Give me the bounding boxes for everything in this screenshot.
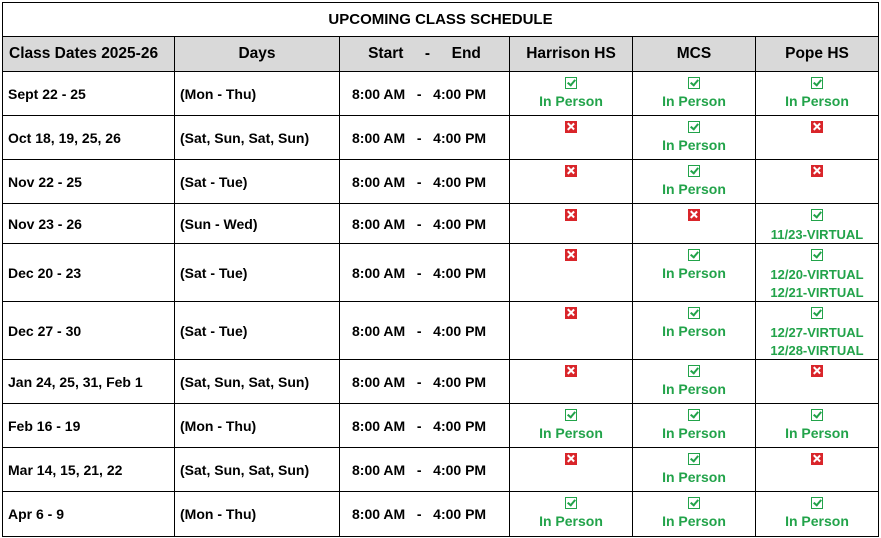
checkbox-checked-icon	[688, 165, 700, 177]
harrison-cell	[510, 204, 633, 244]
in-person-status: In Person	[662, 381, 726, 397]
x-box-icon	[811, 121, 823, 133]
harrison-cell	[510, 492, 633, 537]
harrison-cell	[510, 404, 633, 448]
x-box-icon	[811, 453, 823, 465]
days-cell: (Sat - Tue)	[175, 244, 340, 302]
pope-cell	[756, 404, 879, 448]
pope-cell	[756, 302, 879, 360]
virtual-status: 12/20-VIRTUAL	[770, 267, 864, 282]
schedule-row	[3, 302, 879, 360]
in-person-status: In Person	[785, 93, 849, 109]
in-person-status: In Person	[662, 513, 726, 529]
schedule-row	[3, 116, 879, 160]
pope-cell	[756, 72, 879, 116]
mcs-cell	[633, 244, 756, 302]
mcs-cell	[633, 116, 756, 160]
class-dates-cell: Sept 22 - 25	[3, 72, 175, 116]
mcs-cell	[633, 204, 756, 244]
in-person-status: In Person	[662, 469, 726, 485]
harrison-cell	[510, 360, 633, 404]
virtual-status: 12/21-VIRTUAL	[770, 285, 864, 300]
virtual-status: 12/27-VIRTUAL	[770, 325, 864, 340]
days-cell: (Mon - Thu)	[175, 72, 340, 116]
time-cell: 8:00 AM - 4:00 PM	[340, 160, 510, 204]
x-box-icon	[565, 209, 577, 221]
x-box-icon	[565, 307, 577, 319]
schedule-container	[2, 2, 878, 537]
in-person-status: In Person	[785, 513, 849, 529]
schedule-row	[3, 72, 879, 116]
header-class-dates: Class Dates 2025-26	[3, 37, 175, 72]
harrison-cell	[510, 72, 633, 116]
class-dates-cell: Dec 20 - 23	[3, 244, 175, 302]
x-box-icon	[811, 365, 823, 377]
days-cell: (Sat - Tue)	[175, 160, 340, 204]
x-box-icon	[811, 165, 823, 177]
days-cell: (Sat, Sun, Sat, Sun)	[175, 448, 340, 492]
days-cell: (Sat, Sun, Sat, Sun)	[175, 360, 340, 404]
time-cell: 8:00 AM - 4:00 PM	[340, 116, 510, 160]
time-cell: 8:00 AM - 4:00 PM	[340, 492, 510, 537]
in-person-status: In Person	[539, 93, 603, 109]
days-cell: (Mon - Thu)	[175, 492, 340, 537]
checkbox-checked-icon	[811, 497, 823, 509]
x-box-icon	[565, 249, 577, 261]
checkbox-checked-icon	[688, 453, 700, 465]
checkbox-checked-icon	[811, 307, 823, 319]
class-dates-cell: Dec 27 - 30	[3, 302, 175, 360]
days-cell: (Mon - Thu)	[175, 404, 340, 448]
time-cell: 8:00 AM - 4:00 PM	[340, 72, 510, 116]
checkbox-checked-icon	[811, 209, 823, 221]
schedule-row	[3, 360, 879, 404]
schedule-table	[2, 2, 879, 537]
schedule-row	[3, 492, 879, 537]
schedule-row	[3, 244, 879, 302]
pope-cell	[756, 244, 879, 302]
x-box-icon	[565, 453, 577, 465]
x-box-icon	[565, 165, 577, 177]
harrison-cell	[510, 244, 633, 302]
header-pope-hs: Pope HS	[756, 37, 879, 72]
time-cell: 8:00 AM - 4:00 PM	[340, 204, 510, 244]
virtual-status: 12/28-VIRTUAL	[770, 343, 864, 358]
checkbox-checked-icon	[565, 409, 577, 421]
harrison-cell	[510, 116, 633, 160]
harrison-cell	[510, 302, 633, 360]
header-start-end: Start - End	[340, 37, 510, 72]
class-dates-cell: Jan 24, 25, 31, Feb 1	[3, 360, 175, 404]
time-cell: 8:00 AM - 4:00 PM	[340, 360, 510, 404]
checkbox-checked-icon	[811, 249, 823, 261]
days-cell: (Sat - Tue)	[175, 302, 340, 360]
header-days: Days	[175, 37, 340, 72]
schedule-body	[3, 72, 879, 537]
checkbox-checked-icon	[688, 121, 700, 133]
checkbox-checked-icon	[811, 77, 823, 89]
pope-cell	[756, 204, 879, 244]
checkbox-checked-icon	[565, 77, 577, 89]
mcs-cell	[633, 492, 756, 537]
pope-cell	[756, 492, 879, 537]
header-mcs: MCS	[633, 37, 756, 72]
harrison-cell	[510, 160, 633, 204]
pope-cell	[756, 448, 879, 492]
mcs-cell	[633, 360, 756, 404]
checkbox-checked-icon	[688, 249, 700, 261]
in-person-status: In Person	[662, 425, 726, 441]
pope-cell	[756, 160, 879, 204]
checkbox-checked-icon	[811, 409, 823, 421]
checkbox-checked-icon	[565, 497, 577, 509]
checkbox-checked-icon	[688, 365, 700, 377]
x-box-icon	[688, 209, 700, 221]
schedule-row	[3, 448, 879, 492]
checkbox-checked-icon	[688, 77, 700, 89]
in-person-status: In Person	[539, 425, 603, 441]
in-person-status: In Person	[662, 93, 726, 109]
mcs-cell	[633, 404, 756, 448]
class-dates-cell: Apr 6 - 9	[3, 492, 175, 537]
class-dates-cell: Oct 18, 19, 25, 26	[3, 116, 175, 160]
class-dates-cell: Nov 23 - 26	[3, 204, 175, 244]
header-harrison-hs: Harrison HS	[510, 37, 633, 72]
pope-cell	[756, 116, 879, 160]
table-title: UPCOMING CLASS SCHEDULE	[3, 3, 879, 37]
schedule-row	[3, 404, 879, 448]
time-cell: 8:00 AM - 4:00 PM	[340, 302, 510, 360]
class-dates-cell: Feb 16 - 19	[3, 404, 175, 448]
pope-cell	[756, 360, 879, 404]
in-person-status: In Person	[785, 425, 849, 441]
mcs-cell	[633, 302, 756, 360]
days-cell: (Sun - Wed)	[175, 204, 340, 244]
harrison-cell	[510, 448, 633, 492]
mcs-cell	[633, 72, 756, 116]
x-box-icon	[565, 365, 577, 377]
checkbox-checked-icon	[688, 409, 700, 421]
header-row	[3, 37, 879, 72]
mcs-cell	[633, 160, 756, 204]
checkbox-checked-icon	[688, 307, 700, 319]
class-dates-cell: Nov 22 - 25	[3, 160, 175, 204]
checkbox-checked-icon	[688, 497, 700, 509]
mcs-cell	[633, 448, 756, 492]
time-cell: 8:00 AM - 4:00 PM	[340, 244, 510, 302]
time-cell: 8:00 AM - 4:00 PM	[340, 404, 510, 448]
days-cell: (Sat, Sun, Sat, Sun)	[175, 116, 340, 160]
in-person-status: In Person	[662, 181, 726, 197]
time-cell: 8:00 AM - 4:00 PM	[340, 448, 510, 492]
in-person-status: In Person	[662, 265, 726, 281]
in-person-status: In Person	[539, 513, 603, 529]
in-person-status: In Person	[662, 137, 726, 153]
schedule-row	[3, 204, 879, 244]
in-person-status: In Person	[662, 323, 726, 339]
virtual-status: 11/23-VIRTUAL	[770, 227, 864, 242]
class-dates-cell: Mar 14, 15, 21, 22	[3, 448, 175, 492]
x-box-icon	[565, 121, 577, 133]
schedule-row	[3, 160, 879, 204]
